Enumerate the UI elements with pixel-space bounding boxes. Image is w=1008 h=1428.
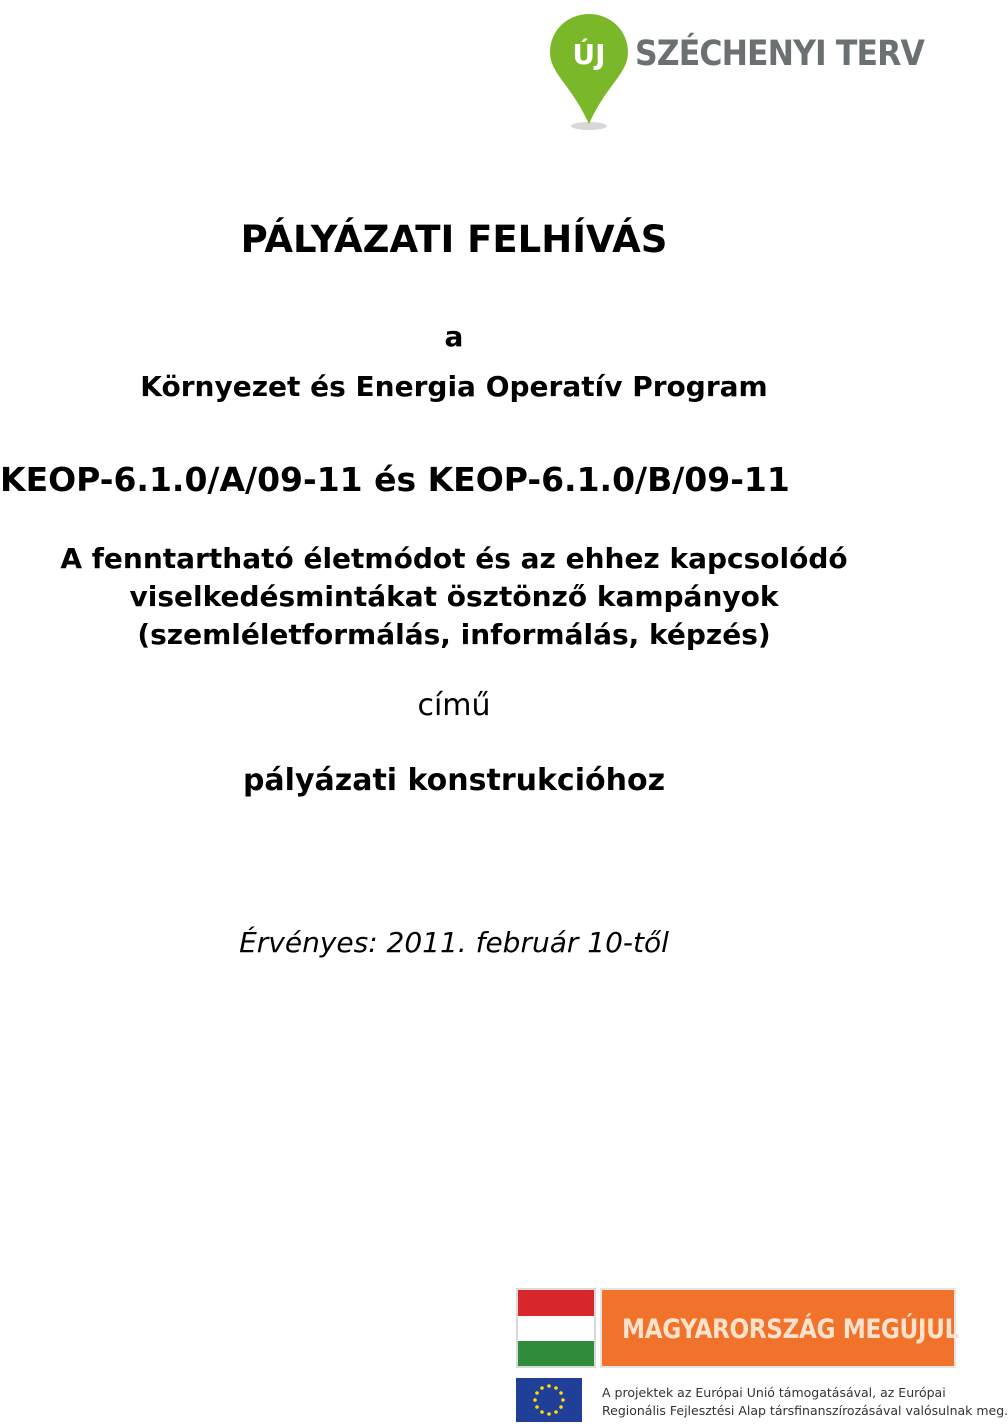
magyarorszag-megujul-banner xyxy=(600,1288,959,1368)
eu-note-line: A projektek az Európai Unió támogatásával, az Európai xyxy=(602,1385,946,1400)
location-pin-icon xyxy=(545,10,635,135)
document-title: PÁLYÁZATI FELHÍVÁS xyxy=(240,218,668,261)
cimu-text: című xyxy=(417,688,491,723)
szechenyi-terv-logo xyxy=(545,10,925,135)
subject-line: viselkedésmintákat ösztönző kampányok xyxy=(129,580,779,613)
logo-text: SZÉCHENYI TERV xyxy=(635,34,924,74)
construction-text: pályázati konstrukcióhoz xyxy=(242,763,666,798)
article-text: a xyxy=(444,320,464,353)
subject-line: (szemléletformálás, informálás, képzés) xyxy=(137,618,771,651)
hungarian-flag-icon xyxy=(516,1288,596,1368)
program-name: Környezet és Energia Operatív Program xyxy=(140,370,768,403)
eu-flag-icon xyxy=(516,1378,582,1422)
program-codes: KEOP-6.1.0/A/09-11 és KEOP-6.1.0/B/09-11 xyxy=(0,460,790,499)
subject-block xyxy=(0,540,908,654)
footer-banner xyxy=(516,1288,1008,1424)
eu-funding-note xyxy=(602,1384,1008,1420)
validity-date: Érvényes: 2011. február 10-től xyxy=(239,926,669,959)
subject-line: A fenntartható életmódot és az ehhez kapcsolódó xyxy=(60,542,848,575)
banner-text: MAGYARORSZÁG MEGÚJUL xyxy=(622,1314,959,1345)
eu-note-line: Regionális Fejlesztési Alap társfinanszírozásával valósulnak meg. xyxy=(602,1403,1008,1418)
logo-badge: ÚJ xyxy=(572,38,606,71)
